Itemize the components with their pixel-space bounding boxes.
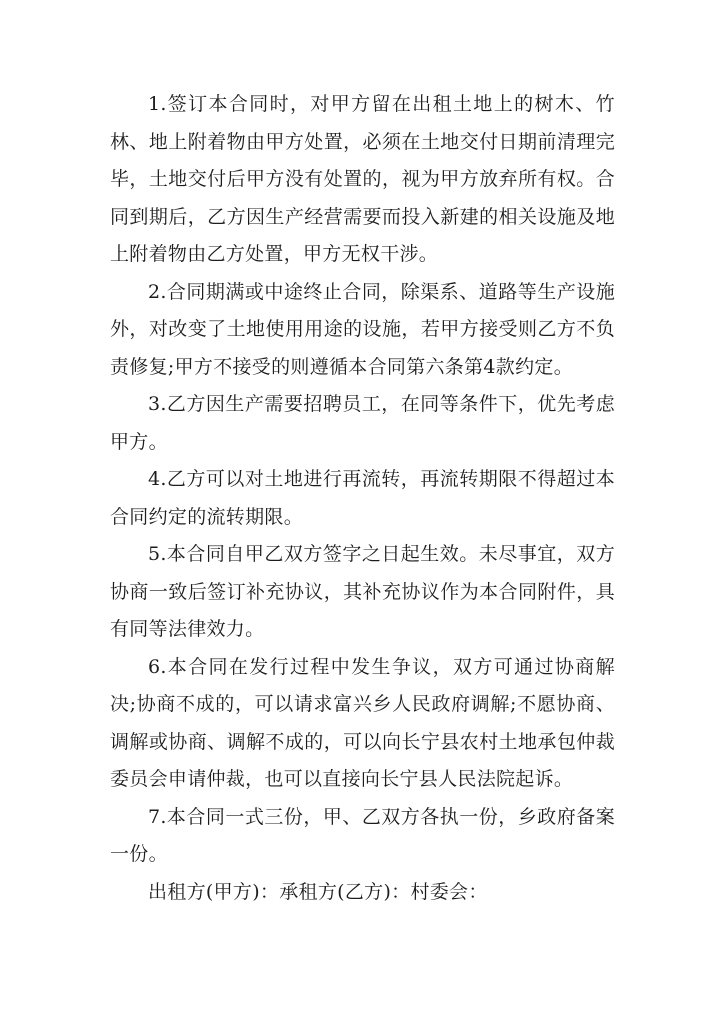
clause-5: 5.本合同自甲乙双方签字之日起生效。未尽事宜，双方协商一致后签订补充协议，其补充协议作为本合同附件，具有同等法律效力。 [110,543,615,640]
clause-1: 1.签订本合同时，对甲方留在出租土地上的树木、竹林、地上附着物由甲方处置，必须在土地交付日期前清理完毕，土地交付后甲方没有处置的，视为甲方放弃所有权。合同到期后，乙方因生产经营需要而投入新建的相关设施及地上附着物由乙方处置，甲方无权干涉。 [110,93,615,265]
clause-2: 2.合同期满或中途终止合同，除渠系、道路等生产设施外，对改变了土地使用用途的设施，若甲方接受则乙方不负责修复;甲方不接受的则遵循本合同第六条第4款约定。 [110,280,615,378]
clause-4: 4.乙方可以对土地进行再流转，再流转期限不得超过本合同约定的流转期限。 [110,468,615,528]
clause-7: 7.本合同一式三份，甲、乙双方各执一份，乡政府备案一份。 [110,805,615,865]
signature-line: 出租方(甲方)：承租方(乙方)：村委会： [148,880,488,903]
clause-6: 6.本合同在发行过程中发生争议，双方可通过协商解决;协商不成的，可以请求富兴乡人民政府调解;不愿协商、调解或协商、调解不成的，可以向长宁县农村土地承包仲裁委员会申请仲裁，也可以直接向长宁县人民法院起诉。 [110,655,615,790]
document-body [110,86,615,911]
clause-3: 3.乙方因生产需要招聘员工，在同等条件下，优先考虑甲方。 [110,393,615,453]
